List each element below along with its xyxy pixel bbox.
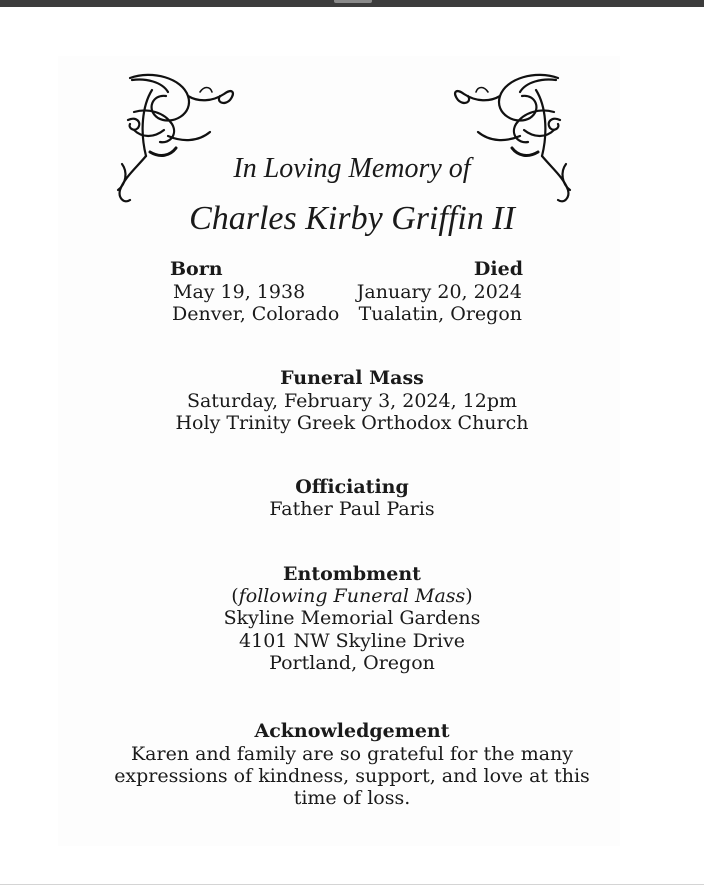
entombment-note-close: ) xyxy=(465,585,473,607)
bottom-divider xyxy=(0,884,704,885)
funeral-mass-datetime: Saturday, February 3, 2024, 12pm xyxy=(186,390,518,412)
entombment-heading: Entombment xyxy=(283,563,421,585)
died-place: Tualatin, Oregon xyxy=(358,303,522,325)
officiating-heading: Officiating xyxy=(295,476,409,498)
flourish-left-icon xyxy=(112,72,242,212)
acknowledgement-line-3: time of loss. xyxy=(293,787,411,809)
drag-handle[interactable] xyxy=(334,0,372,3)
deceased-name: Charles Kirby Griffin II xyxy=(189,200,515,237)
entombment-note xyxy=(0,585,704,608)
window-top-bar xyxy=(0,0,704,7)
memorial-title: In Loving Memory of xyxy=(233,153,471,184)
died-date: January 20, 2024 xyxy=(356,281,522,303)
funeral-mass-heading: Funeral Mass xyxy=(280,367,424,389)
entombment-address: 4101 NW Skyline Drive xyxy=(239,630,465,652)
entombment-city: Portland, Oregon xyxy=(269,652,435,674)
entombment-place: Skyline Memorial Gardens xyxy=(223,607,481,629)
officiant-name: Father Paul Paris xyxy=(269,498,435,520)
flourish-right-icon xyxy=(446,72,576,212)
died-label: Died xyxy=(473,258,523,280)
acknowledgement-line-2: expressions of kindness, support, and love at this xyxy=(114,765,590,787)
acknowledgement-heading: Acknowledgement xyxy=(254,720,450,742)
entombment-note-open: ( xyxy=(231,585,239,607)
born-date: May 19, 1938 xyxy=(173,281,306,303)
funeral-mass-location: Holy Trinity Greek Orthodox Church xyxy=(175,412,529,434)
born-label: Born xyxy=(170,258,223,280)
acknowledgement-line-1: Karen and family are so grateful for the many xyxy=(130,743,574,765)
born-place: Denver, Colorado xyxy=(172,303,340,325)
entombment-note-text: following Funeral Mass xyxy=(238,585,466,607)
